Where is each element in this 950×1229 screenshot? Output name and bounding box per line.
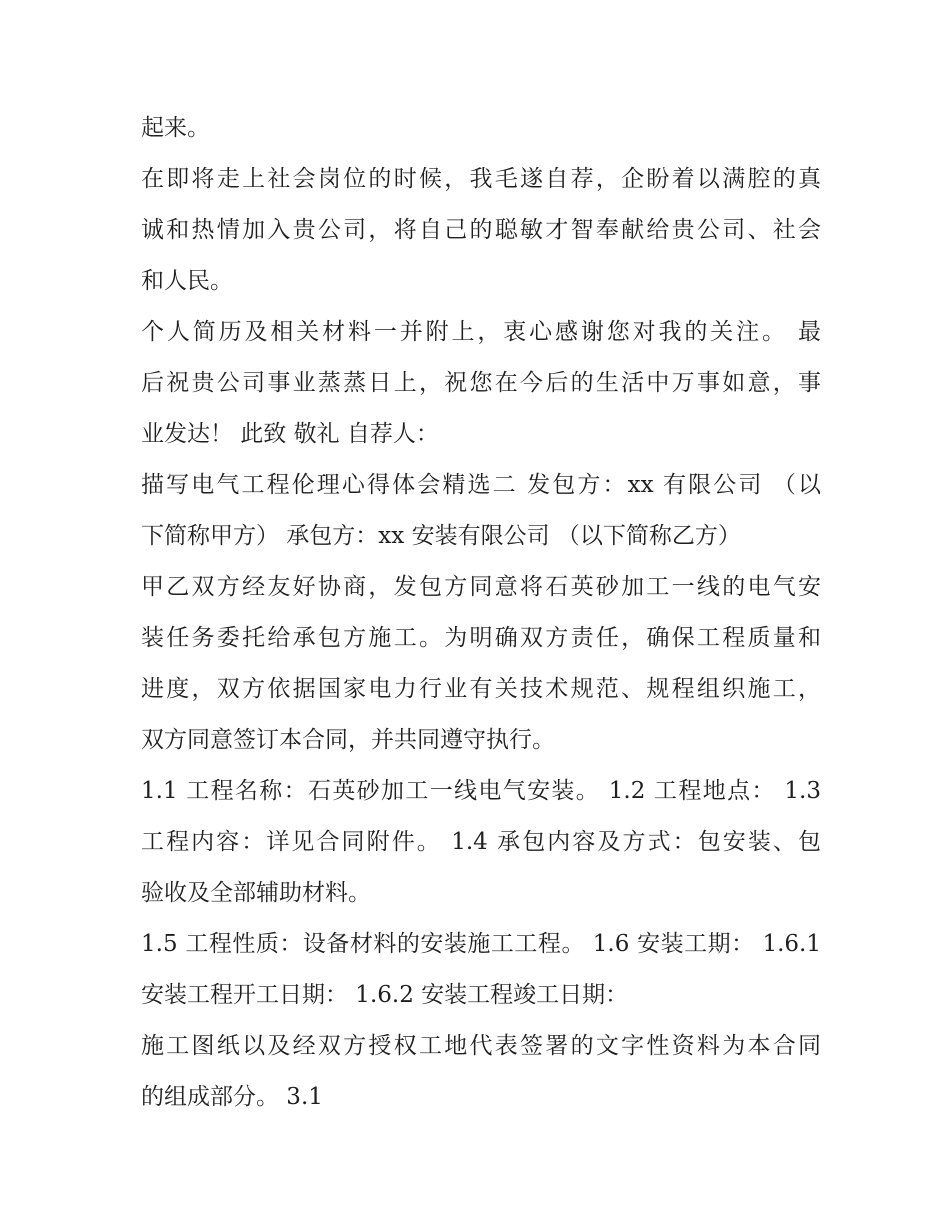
text-line: 验收及全部辅助材料。: [141, 880, 371, 906]
text-line: 在即将走上社会岗位的时候，我毛遂自荐，企盼着以满腔的真: [141, 166, 821, 192]
text-line: 诚和热情加入贵公司，将自己的聪敏才智奉献给贵公司、社会: [141, 217, 821, 243]
text-line: 起来。: [141, 115, 210, 141]
text-line: 和人民。: [141, 268, 233, 294]
text-line: 下简称甲方） 承包方：xx 安装有限公司 （以下简称乙方）: [141, 523, 741, 549]
document-body: [141, 103, 821, 1123]
text-line: 安装工程开工日期： 1.6.2 安装工程竣工日期：: [141, 982, 629, 1008]
text-line: 个人简历及相关材料一并附上，衷心感谢您对我的关注。 最: [141, 319, 821, 345]
text-line: 业发达！ 此致 敬礼 自荐人：: [141, 421, 439, 447]
text-line: 描写电气工程伦理心得体会精选二 发包方：xx 有限公司 （以: [141, 472, 821, 498]
text-line: 工程内容：详见合同附件。 1.4 承包内容及方式：包安装、包: [141, 829, 821, 855]
text-line: 施工图纸以及经双方授权工地代表签署的文字性资料为本合同: [141, 1033, 821, 1059]
text-line: 双方同意签订本合同，并共同遵守执行。: [141, 727, 555, 753]
text-line: 后祝贵公司事业蒸蒸日上，祝您在今后的生活中万事如意，事: [141, 370, 821, 396]
text-line: 1.5 工程性质：设备材料的安装施工工程。 1.6 安装工期： 1.6.1: [141, 931, 821, 957]
text-line: 甲乙双方经友好协商，发包方同意将石英砂加工一线的电气安: [141, 574, 821, 600]
text-line: 1.1 工程名称：石英砂加工一线电气安装。 1.2 工程地点： 1.3: [141, 778, 821, 804]
text-line: 的组成部分。 3.1: [141, 1084, 323, 1110]
text-line: 进度，双方依据国家电力行业有关技术规范、规程组织施工，: [141, 676, 821, 702]
text-line: 装任务委托给承包方施工。为明确双方责任，确保工程质量和: [141, 625, 821, 651]
